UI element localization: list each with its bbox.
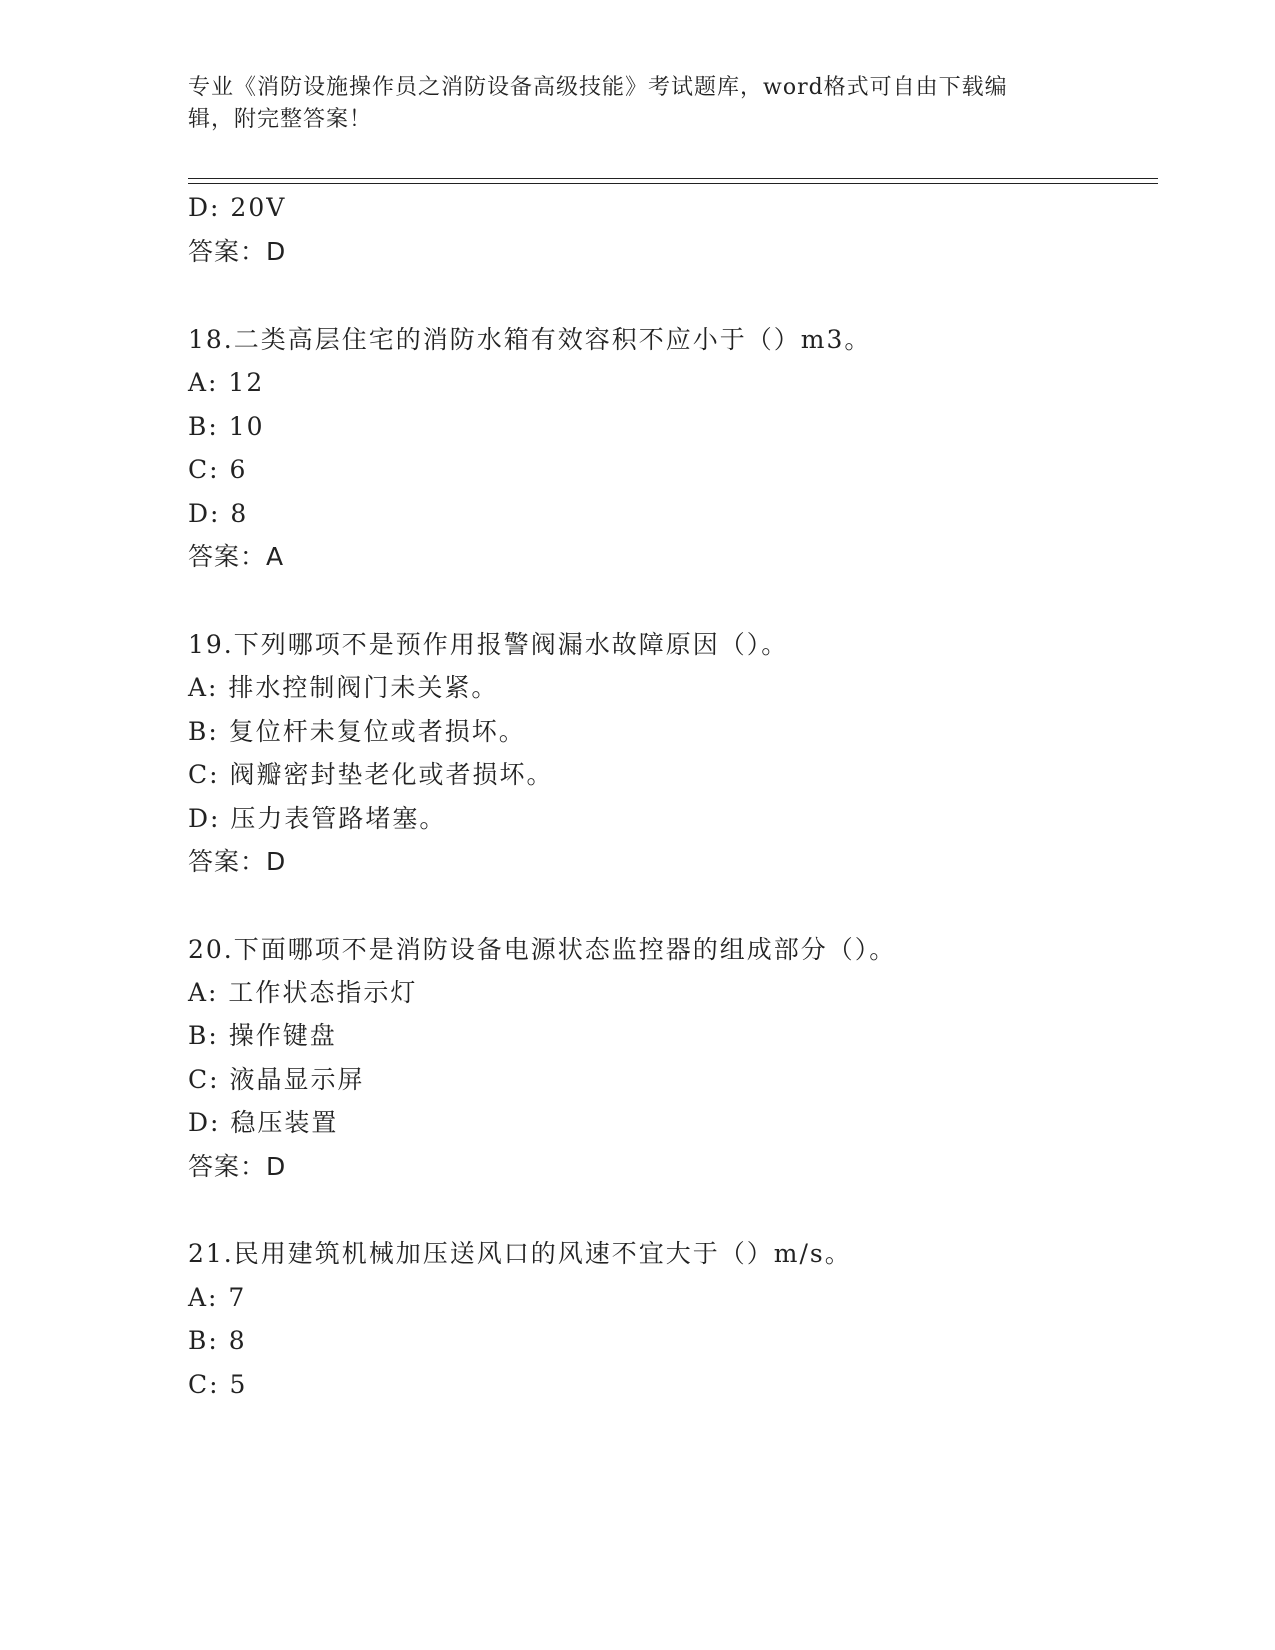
document-header (188, 72, 1088, 136)
question-18-stem: 18.二类高层住宅的消防水箱有效容积不应小于（）m3。 (188, 325, 872, 354)
question-20-stem: 20.下面哪项不是消防设备电源状态监控器的组成部分（）。 (188, 935, 897, 964)
question-18-option-a: A: 12 (188, 368, 265, 397)
question-19-option-d: D: 压力表管路堵塞。 (188, 804, 447, 833)
prev-answer: 答案：D (188, 237, 287, 266)
question-19-option-c: C: 阀瓣密封垫老化或者损坏。 (188, 760, 554, 789)
question-18-option-c: C: 6 (188, 455, 248, 484)
question-19-answer: 答案：D (188, 847, 287, 876)
question-18-answer: 答案：A (188, 542, 285, 571)
question-20-option-b: B: 操作键盘 (188, 1021, 337, 1050)
question-21-option-a: A: 7 (188, 1283, 247, 1312)
question-21-stem: 21.民用建筑机械加压送风口的风速不宜大于（）m/s。 (188, 1239, 852, 1268)
question-21-option-c: C: 5 (188, 1370, 248, 1399)
question-19-option-a: A: 排水控制阀门未关紧。 (188, 673, 499, 702)
question-20-answer: 答案：D (188, 1152, 287, 1181)
prev-option-d: D: 20V (188, 193, 287, 222)
question-20-option-d: D: 稳压装置 (188, 1108, 339, 1137)
header-line-2: 辑，附完整答案！ (188, 107, 373, 132)
question-20-option-c: C: 液晶显示屏 (188, 1065, 365, 1094)
question-18-option-d: D: 8 (188, 499, 249, 528)
question-19-stem: 19.下列哪项不是预作用报警阀漏水故障原因（）。 (188, 630, 789, 659)
question-21-option-b: B: 8 (188, 1326, 247, 1355)
header-divider-bottom (188, 183, 1158, 184)
question-19-option-b: B: 复位杆未复位或者损坏。 (188, 717, 526, 746)
header-line-1: 专业《消防设施操作员之消防设备高级技能》考试题库，word格式可自由下载编 (188, 75, 1008, 100)
header-divider-top (188, 178, 1158, 179)
question-20-option-a: A: 工作状态指示灯 (188, 978, 418, 1007)
question-18-option-b: B: 10 (188, 412, 265, 441)
